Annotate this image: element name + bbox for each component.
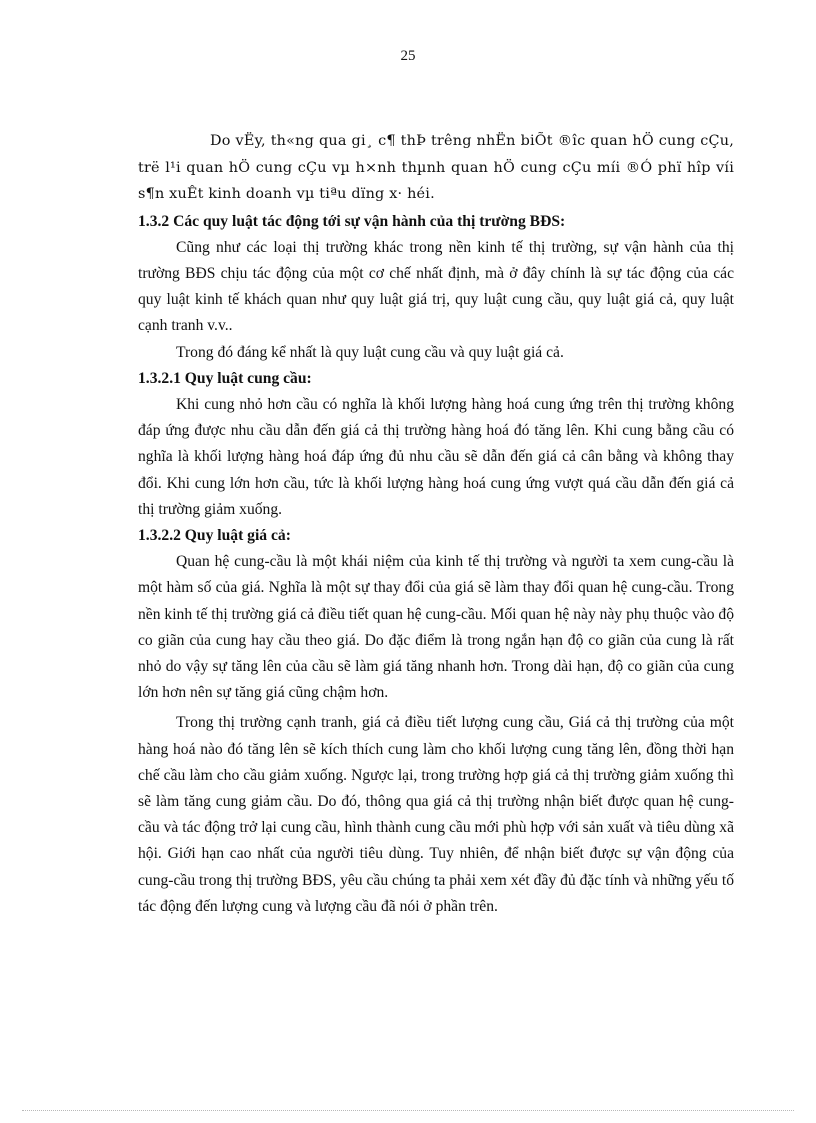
- page-bottom-divider: [22, 1110, 794, 1111]
- section-heading-1-3-2-1: 1.3.2.1 Quy luật cung cầu:: [138, 369, 312, 387]
- paragraph-intro: Do vËy, th«ng qua gi¸ c¶ thÞ trêng nhËn biÕt ®îc quan hÖ cung cÇu, trë l¹i quan hÖ cung cÇu vµ h×nh thµnh quan hÖ cung cÇu míi ®Ó phï hîp víi s¶n xuÊt kinh doanh vµ tiªu dïng x· héi.: [138, 133, 734, 202]
- paragraph-market-operation: Cũng như các loại thị trường khác trong nền kinh tế thị trường, sự vận hành của thị trường BĐS chịu tác động của một cơ chế nhất định, mà ở đây chính là sự tác động của các quy luật kinh tế khách quan như quy luật giá trị, quy luật cung cầu, quy luật giá cả, quy luật cạnh tranh v.v..: [138, 238, 734, 335]
- paragraph-competition: Trong thị trường cạnh tranh, giá cả điều tiết lượng cung cầu, Giá cả thị trường của một hàng hoá nào đó tăng lên sẽ kích thích cung làm cho khối lượng cung tăng lên, đồng thời hạn chế cầu làm cho cầu giảm xuống. Ngược lại, trong trường hợp giá cả thị trường giảm xuống thì sẽ làm tăng cung giảm cầu. Do đó, thông qua giá cả thị trường nhận biết được quan hệ cung-cầu và tác động trở lại cung cầu, hình thành cung cầu mới phù hợp với sản xuất và tiêu dùng xã hội. Giới hạn cao nhất của người tiêu dùng. Tuy nhiên, để nhận biết được sự vận động của cung-cầu trong thị trường BĐS, yêu cầu chúng ta phải xem xét đầy đủ đặc tính và những yếu tố tác động đến lượng cung và lượng cầu đã nói ở phần trên.: [138, 714, 734, 915]
- section-heading-1-3-2: 1.3.2 Các quy luật tác động tới sự vận hành của thị trường BĐS:: [138, 212, 566, 230]
- paragraph-supply-demand: Khi cung nhỏ hơn cầu có nghĩa là khối lượng hàng hoá cung ứng trên thị trường không đáp ứng được nhu cầu dẫn đến giá cả thị trường hàng hoá đó tăng lên. Khi cung bằng cầu có nghĩa là khối lượng hàng hoá đáp ứng đủ nhu cầu sẽ dẫn đến giá cả cân bằng và không thay đổi. Khi cung lớn hơn cầu, tức là khối lượng hàng hoá cung ứng vượt quá cầu dẫn đến giá cả thị trường giảm xuống.: [138, 395, 734, 518]
- document-body: [138, 128, 734, 920]
- page-number: 25: [400, 48, 416, 64]
- paragraph-notable-laws: Trong đó đáng kể nhất là quy luật cung cầu và quy luật giá cả.: [176, 343, 564, 361]
- section-heading-1-3-2-2: 1.3.2.2 Quy luật giá cả:: [138, 526, 291, 544]
- paragraph-price-law: Quan hệ cung-cầu là một khái niệm của kinh tế thị trường và người ta xem cung-cầu là một hàm số của giá. Nghĩa là một sự thay đổi của giá sẽ làm thay đổi quan hệ cung-cầu. Trong nền kinh tế thị trường giá cả điều tiết quan hệ cung-cầu. Mối quan hệ này này phụ thuộc vào độ co giãn của cung hay cầu theo giá. Do đặc điểm là trong ngắn hạn độ co giãn của cung là rất nhỏ do vậy sự tăng lên của cầu sẽ làm giá tăng nhanh hơn. Trong dài hạn, độ co giãn của cung lớn hơn nên sự tăng giá cũng chậm hơn.: [138, 553, 734, 702]
